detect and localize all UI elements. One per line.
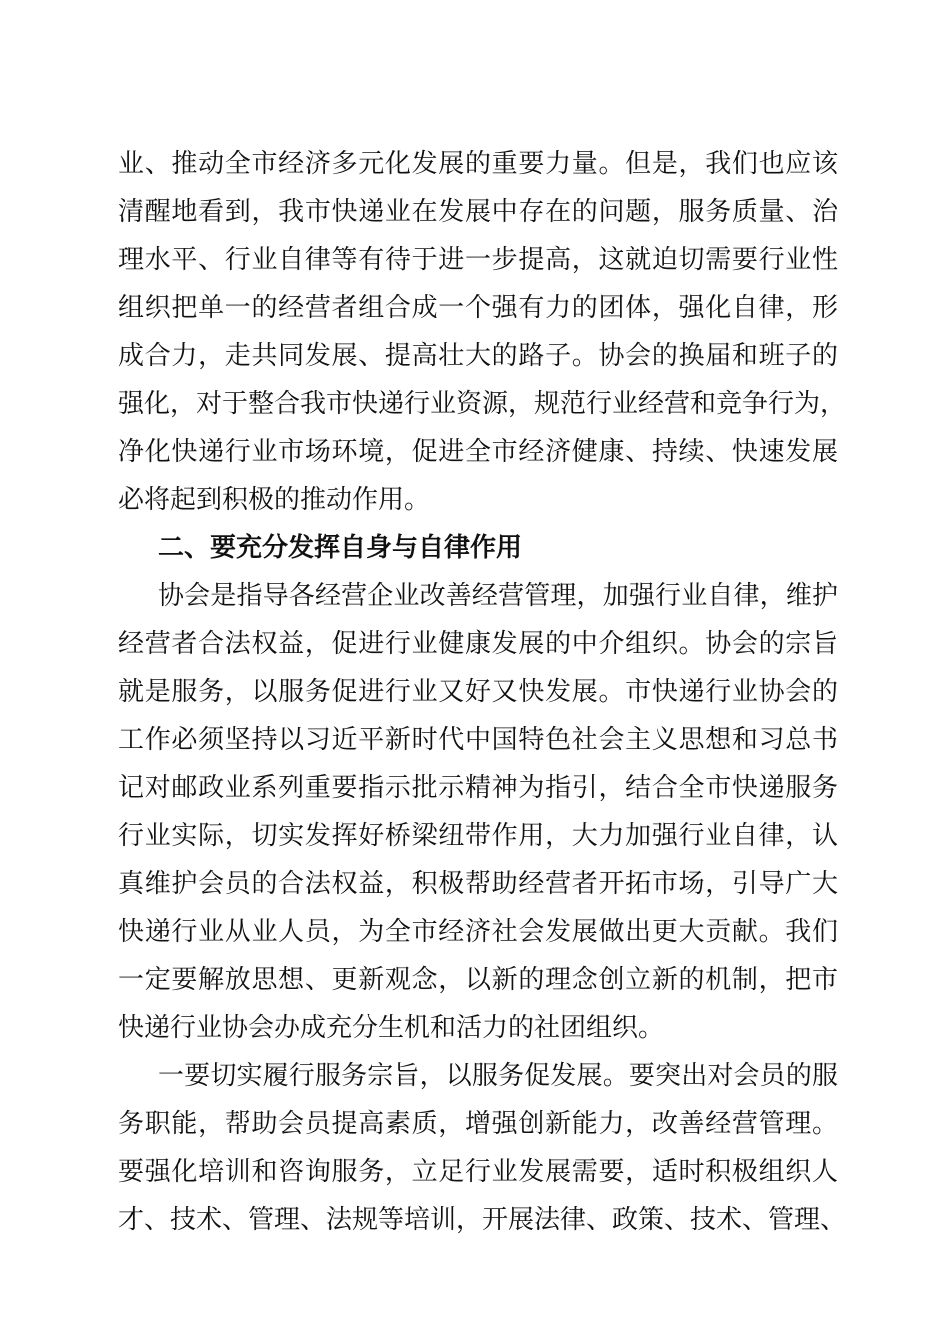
body-text-line: 成合力，走共同发展、提高壮大的路子。协会的换届和班子的 — [118, 341, 838, 371]
body-text-line: 行业实际，切实发挥好桥梁纽带作用，大力加强行业自律，认 — [118, 821, 838, 851]
body-text-line: 清醒地看到，我市快递业在发展中存在的问题，服务质量、治 — [118, 197, 838, 227]
body-text-line: 理水平、行业自律等有待于进一步提高，这就迫切需要行业性 — [118, 245, 838, 275]
body-text-line: 必将起到积极的推动作用。 — [118, 485, 431, 515]
body-text-line: 要强化培训和咨询服务，立足行业发展需要，适时积极组织人 — [118, 1157, 838, 1187]
body-text-line: 一要切实履行服务宗旨，以服务促发展。要突出对会员的服 — [158, 1061, 838, 1091]
body-text-line: 强化，对于整合我市快递行业资源，规范行业经营和竞争行为， — [118, 389, 847, 419]
section-heading: 二、要充分发挥自身与自律作用 — [158, 533, 523, 563]
body-text-line: 快递行业从业人员，为全市经济社会发展做出更大贡献。我们 — [118, 917, 838, 947]
body-text-line: 业、推动全市经济多元化发展的重要力量。但是，我们也应该 — [118, 149, 838, 179]
body-text-line: 一定要解放思想、更新观念，以新的理念创立新的机制，把市 — [118, 965, 838, 995]
body-text-line: 真维护会员的合法权益，积极帮助经营者开拓市场，引导广大 — [118, 869, 838, 899]
body-text-line: 记对邮政业系列重要指示批示精神为指引，结合全市快递服务 — [118, 773, 838, 803]
body-text-line: 务职能，帮助会员提高素质，增强创新能力，改善经营管理。 — [118, 1109, 838, 1139]
body-text-line: 工作必须坚持以习近平新时代中国特色社会主义思想和习总书 — [118, 725, 838, 755]
body-text-line: 组织把单一的经营者组合成一个强有力的团体，强化自律，形 — [118, 293, 838, 323]
body-text-line: 经营者合法权益，促进行业健康发展的中介组织。协会的宗旨 — [118, 629, 838, 659]
body-text-line: 净化快递行业市场环境，促进全市经济健康、持续、快速发展 — [118, 437, 838, 467]
body-text-line: 快递行业协会办成充分生机和活力的社团组织。 — [118, 1013, 665, 1043]
body-text-line: 协会是指导各经营企业改善经营管理，加强行业自律，维护 — [158, 581, 838, 611]
body-text-line: 就是服务，以服务促进行业又好又快发展。市快递行业协会的 — [118, 677, 838, 707]
body-text-line: 才、技术、管理、法规等培训，开展法律、政策、技术、管理、 — [118, 1205, 847, 1235]
